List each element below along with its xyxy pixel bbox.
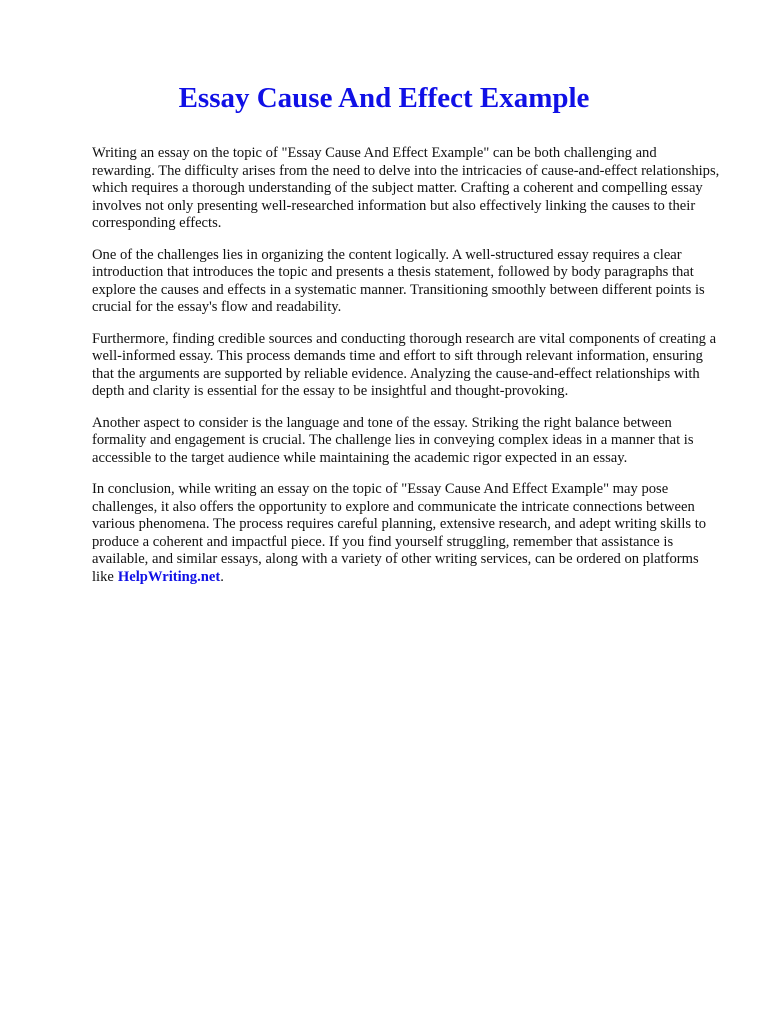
conclusion-text: In conclusion, while writing an essay on the topic of "Essay Cause And Effect Example" may pose challenges, it also offers the opportunity to explore and communicate the intricate connections between various phenomena. The process requires careful planning, extensive research, and adept writing skills to produce a coherent and impactful piece. If you find yourself struggling, remember that assistance is available, and similar essays, along with a variety of other writing services, can be ordered on platforms like bbox=[92, 481, 707, 585]
paragraph-3: Furthermore, finding credible sources and conducting thorough research are vital components of creating a well-informed essay. This process demands time and effort to sift through relevant information, ensuring that the arguments are supported by reliable evidence. Analyzing the cause-and-effect relationships with depth and clarity is essential for the essay to be insightful and thought-provoking. bbox=[92, 330, 717, 399]
page-title: Essay Cause And Effect Example bbox=[178, 82, 590, 114]
paragraph-1: Writing an essay on the topic of "Essay Cause And Effect Example" can be both challenging and rewarding. The difficulty arises from the need to delve into the intricacies of cause-and-effect relationships, which requires a thorough understanding of the subject matter. Crafting a coherent and compelling essay involves not only presenting well-researched information but also effectively linking the causes to their corresponding effects. bbox=[92, 145, 720, 231]
essay-body bbox=[92, 145, 722, 600]
helpwriting-link[interactable]: HelpWriting.net bbox=[117, 568, 221, 585]
conclusion-paragraph bbox=[92, 481, 722, 586]
conclusion-period: . bbox=[220, 568, 224, 585]
paragraph-2: One of the challenges lies in organizing the content logically. A well-structured essay requires a clear introduction that introduces the topic and presents a thesis statement, followed by body paragraphs that explore the causes and effects in a systematic manner. Transitioning smoothly between different points is crucial for the essay's flow and readability. bbox=[92, 246, 705, 315]
paragraph-4: Another aspect to consider is the language and tone of the essay. Striking the right balance between formality and engagement is crucial. The challenge lies in conveying complex ideas in a manner that is accessible to the target audience while maintaining the academic rigor expected in an essay. bbox=[92, 414, 694, 466]
